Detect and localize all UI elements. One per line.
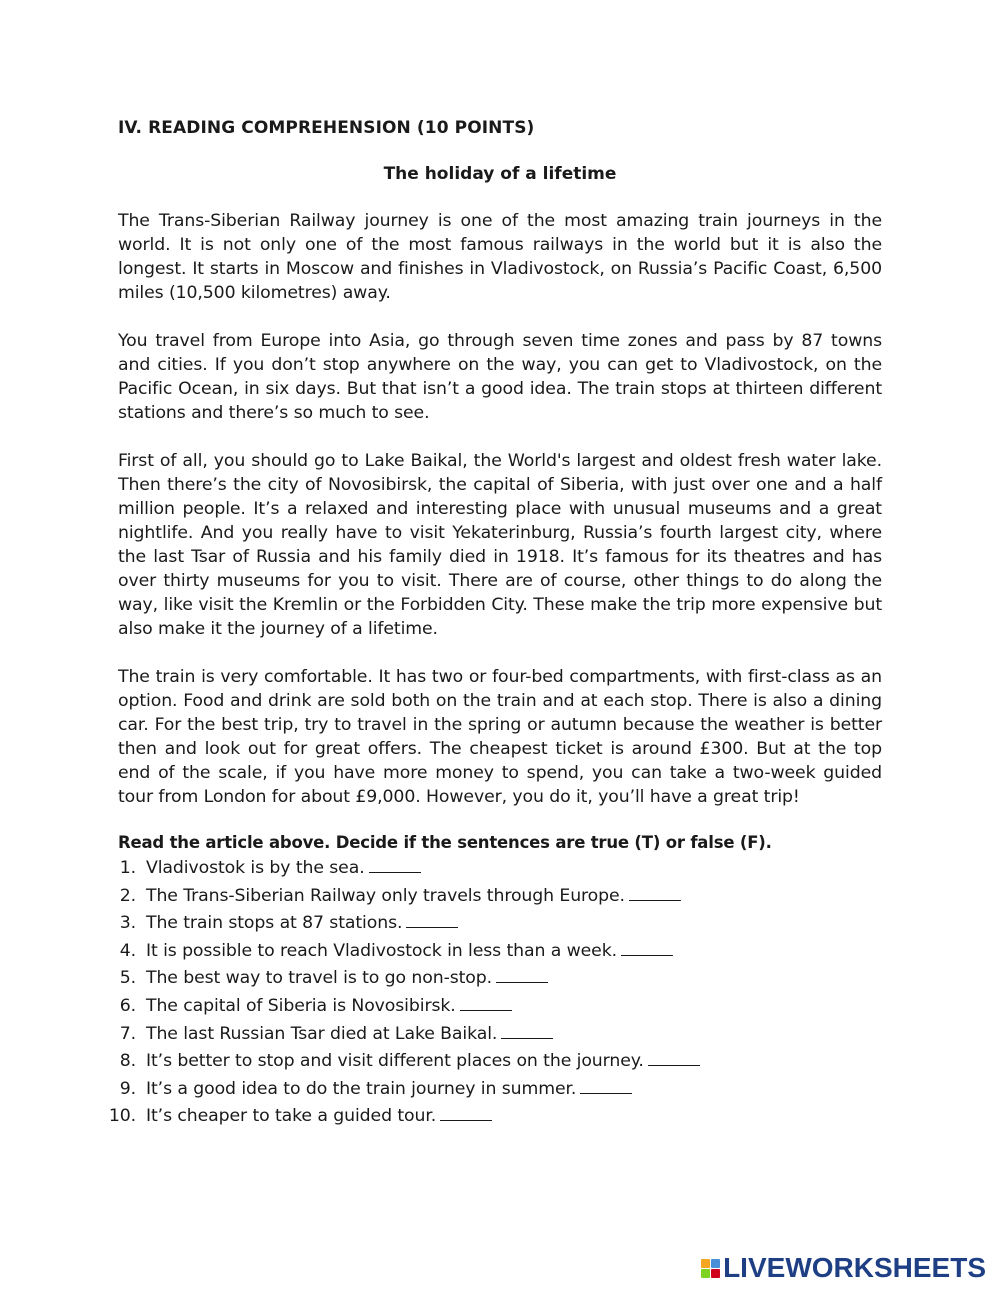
question-number: 10.	[108, 1106, 136, 1127]
answer-blank[interactable]	[648, 1048, 700, 1066]
question-number: 3.	[119, 913, 136, 934]
answer-blank[interactable]	[369, 855, 421, 873]
answer-blank[interactable]	[580, 1076, 632, 1094]
question-item	[118, 1048, 882, 1076]
question-item	[108, 1103, 882, 1131]
question-item	[118, 1076, 882, 1104]
article-paragraph-1: The Trans-Siberian Railway journey is one of the most amazing train journeys in the world. It is not only one of the most famous railways in the world but it is also the longest. It starts in Moscow and finishes in Vladivostock, on Russia’s Pacific Coast, 6,500 miles (10,500 kilometres) away.	[118, 211, 882, 303]
question-text: The last Russian Tsar died at Lake Baikal.	[146, 1023, 498, 1044]
question-number: 6.	[119, 995, 136, 1016]
question-text: The capital of Siberia is Novosibirsk.	[146, 995, 456, 1016]
article-paragraph-4: The train is very comfortable. It has two or four-bed compartments, with first-class as an option. Food and drink are sold both on the train and at each stop. There is also a dining car. For the best trip, try to travel in the spring or autumn because the weather is better then and look out for great offers. The cheapest ticket is around £300. But at the top end of the scale, if you have more money to spend, you can take a two-week guided tour from London for about £9,000. However, you do it, you’ll have a great trip!	[118, 667, 882, 807]
answer-blank[interactable]	[621, 938, 673, 956]
question-text: The train stops at 87 stations.	[146, 913, 403, 934]
question-text: It is possible to reach Vladivostock in less than a week.	[146, 940, 618, 961]
answer-blank[interactable]	[501, 1021, 553, 1039]
answer-blank[interactable]	[440, 1103, 492, 1121]
question-item	[118, 965, 882, 993]
question-item	[118, 938, 882, 966]
question-number: 8.	[119, 1051, 136, 1072]
question-text: The best way to travel is to go non-stop.	[146, 968, 493, 989]
liveworksheets-logo-icon	[701, 1259, 720, 1278]
question-number: 9.	[119, 1078, 136, 1099]
question-number: 4.	[119, 940, 136, 961]
answer-blank[interactable]	[629, 883, 681, 901]
question-text: The Trans-Siberian Railway only travels through Europe.	[146, 885, 625, 906]
question-text: It’s better to stop and visit different places on the journey.	[146, 1051, 644, 1072]
question-item	[118, 993, 882, 1021]
question-number: 1.	[119, 858, 136, 878]
article-paragraph-2: You travel from Europe into Asia, go through seven time zones and pass by 87 towns and cities. If you don’t stop anywhere on the way, you can get to Vladivostock, on the Pacific Ocean, in six days. But that isn’t a good idea. The train stops at thirteen different stations and there’s so much to see.	[118, 331, 882, 423]
question-number: 5.	[119, 968, 136, 989]
answer-blank[interactable]	[406, 910, 458, 928]
question-number: 2.	[119, 885, 136, 906]
logo-square-orange	[701, 1259, 710, 1268]
article-title: The holiday of a lifetime	[383, 164, 617, 184]
question-item	[118, 1021, 882, 1049]
answer-blank[interactable]	[496, 965, 548, 983]
question-item	[118, 855, 882, 883]
answer-blank[interactable]	[460, 993, 512, 1011]
question-list	[108, 855, 882, 1131]
worksheet-page	[108, 118, 882, 1131]
liveworksheets-logo[interactable]	[701, 1252, 986, 1284]
liveworksheets-logo-text: LIVEWORKSHEETS	[723, 1252, 986, 1283]
question-item	[118, 883, 882, 911]
logo-square-blue	[711, 1259, 720, 1268]
logo-square-green	[701, 1269, 710, 1278]
question-text: It’s a good idea to do the train journey in summer.	[146, 1078, 577, 1099]
article-paragraph-3: First of all, you should go to Lake Baikal, the World's largest and oldest fresh water lake. Then there’s the city of Novosibirsk, the capital of Siberia, with just over one and a half million people. It’s a relaxed and interesting place with unusual museums and a great nightlife. And you really have to visit Yekaterinburg, Russia’s fourth largest city, where the last Tsar of Russia and his family died in 1918. It’s famous for its theatres and has over thirty museums for you to visit. There are of course, other things to do along the way, like visit the Kremlin or the Forbidden City. These make the trip more expensive but also make it the journey of a lifetime.	[118, 451, 882, 639]
question-text: It’s cheaper to take a guided tour.	[146, 1106, 437, 1127]
question-number: 7.	[119, 1023, 136, 1044]
task-instructions: Read the article above. Decide if the sentences are true (T) or false (F).	[118, 833, 772, 852]
question-text: Vladivostok is by the sea.	[146, 858, 365, 878]
section-title: IV. READING COMPREHENSION (10 POINTS)	[118, 118, 535, 138]
question-item	[118, 910, 882, 938]
logo-square-red	[711, 1269, 720, 1278]
